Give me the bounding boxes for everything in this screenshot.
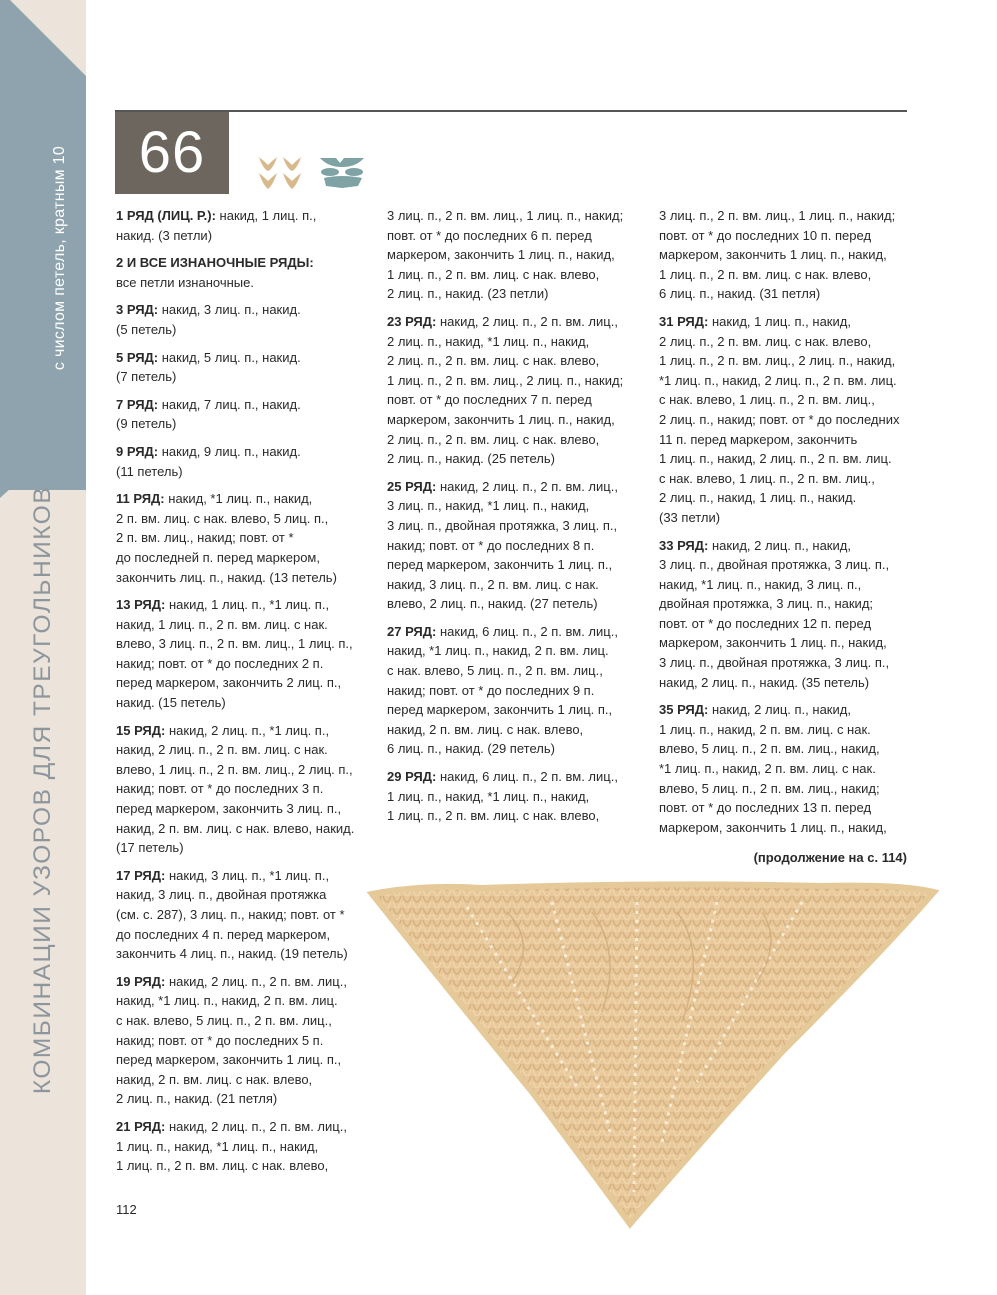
instruction-line: 3 лиц. п., двойная протяжка, 3 лиц. п., (387, 517, 618, 533)
row-instruction (659, 536, 909, 693)
instruction-line (659, 536, 909, 556)
row-instruction (116, 972, 366, 1109)
instruction-line: 2 п. вм. лиц. с нак. влево, 5 лиц. п., (116, 510, 329, 526)
row-text: накид, 2 лиц. п., 2 п. вм. лиц., (168, 1118, 347, 1134)
row-label: 1 РЯД (ЛИЦ. Р.): (116, 208, 216, 223)
instruction-line: накид; повт. от * до последних 5 п. (116, 1032, 324, 1048)
instruction-line: 1 лиц. п., 2 п. вм. лиц. с нак. влево, (387, 266, 600, 282)
row-label: 23 РЯД: (387, 313, 437, 329)
instruction-line: 2 п. вм. лиц., накид; повт. от * (116, 530, 294, 546)
row-instruction (659, 312, 909, 528)
instruction-line: повт. от * до последних 13 п. перед (659, 800, 872, 816)
instruction-line: накид; повт. от * до последних 8 п. (387, 537, 595, 553)
row-instruction (387, 312, 637, 469)
row-text: накид, 6 лиц. п., 2 п. вм. лиц., (439, 769, 618, 785)
instruction-line: влево, 3 лиц. п., 2 п. вм. лиц., 1 лиц. п., (116, 636, 353, 652)
instruction-line (387, 477, 637, 497)
row-instruction (659, 206, 909, 304)
row-label: 7 РЯД: (116, 396, 159, 412)
row-instruction (387, 206, 637, 304)
instruction-line (659, 700, 909, 720)
row-instruction (387, 477, 637, 614)
row-text: накид, 9 лиц. п., накид. (161, 443, 301, 459)
instruction-line: накид, 1 лиц. п., 2 п. вм. лиц. с нак. (116, 616, 328, 632)
row-label: 25 РЯД: (387, 478, 437, 494)
instruction-line: 1 лиц. п., накид, 2 п. вм. лиц. с нак. (659, 721, 871, 737)
instruction-line: 6 лиц. п., накид. (29 петель) (387, 741, 555, 757)
instruction-line: с нак. влево, 1 лиц. п., 2 п. вм. лиц., (659, 470, 875, 486)
instruction-line (387, 312, 637, 332)
chapter-subtitle: с числом петель, кратным 10 (51, 145, 68, 371)
knitted-swatch-photo (362, 872, 942, 1232)
instruction-line: 3 лиц. п., 2 п. вм. лиц., 1 лиц. п., накид; (659, 208, 896, 223)
chapter-title: КОМБИНАЦИИ УЗОРОВ ДЛЯ ТРЕУГОЛЬНИКОВ (29, 485, 56, 1095)
row-label: 31 РЯД: (659, 313, 709, 329)
instruction-line (387, 767, 637, 787)
instruction-line: *1 лиц. п., накид, 2 п. вм. лиц. с нак. (659, 761, 876, 777)
instruction-line: повт. от * до последних 12 п. перед (659, 615, 872, 631)
instruction-line: 3 лиц. п., двойная протяжка, 3 лиц. п., (659, 557, 890, 573)
instruction-line: накид, 3 лиц. п., двойная протяжка (116, 887, 327, 903)
instruction-line: закончить 4 лиц. п., накид. (19 петель) (116, 946, 348, 962)
instruction-line: 2 лиц. п., 2 п. вм. лиц. с нак. влево, (387, 353, 600, 369)
instruction-line (116, 489, 366, 509)
header-rule (115, 110, 907, 112)
instruction-line: перед маркером, закончить 1 лиц. п., (116, 1052, 342, 1068)
row-text: накид, 7 лиц. п., накид. (161, 396, 301, 412)
instruction-line: 1 лиц. п., 2 п. вм. лиц. с нак. влево, (387, 808, 600, 824)
instruction-line: влево, 1 лиц. п., 2 п. вм. лиц., 2 лиц. п., (116, 761, 353, 777)
row-text: накид, 2 лиц. п., 2 п. вм. лиц., (168, 973, 347, 989)
row-instruction (116, 1117, 366, 1176)
row-text: накид, 2 лиц. п., 2 п. вм. лиц., (439, 313, 618, 329)
instruction-line: влево, 5 лиц. п., 2 п. вм. лиц., накид; (659, 780, 880, 796)
instruction-line: 1 лиц. п., накид, *1 лиц. п., накид, (387, 788, 590, 804)
row-label: 15 РЯД: (116, 722, 166, 738)
instruction-line: (7 петель) (116, 369, 177, 385)
row-text: накид, 2 лиц. п., накид, (711, 702, 851, 718)
instruction-line: перед маркером, закончить 2 лиц. п., (116, 675, 342, 691)
instruction-line: повт. от * до последних 6 п. перед (387, 227, 592, 243)
instruction-line: перед маркером, закончить 3 лиц. п., (116, 801, 342, 817)
instruction-line: 1 лиц. п., 2 п. вм. лиц., 2 лиц. п., накид; (387, 372, 624, 388)
instruction-line (116, 595, 366, 615)
continued-note: (продолжение на с. 114) (753, 850, 907, 865)
instruction-line (116, 300, 366, 320)
instruction-line: накид. (15 петель) (116, 695, 226, 711)
row-label: 17 РЯД: (116, 867, 166, 883)
row-instruction (116, 595, 366, 713)
instruction-line: 1 лиц. п., накид, 2 лиц. п., 2 п. вм. лиц. (659, 451, 892, 467)
instruction-line: *1 лиц. п., накид, 2 лиц. п., 2 п. вм. лиц. (659, 372, 897, 388)
row-instruction (116, 721, 366, 858)
instruction-line: накид, 3 лиц. п., 2 п. вм. лиц. с нак. (387, 576, 599, 592)
instructions-column-2 (387, 206, 637, 834)
row-label: 35 РЯД: (659, 702, 709, 718)
instruction-line: влево, 5 лиц. п., 2 п. вм. лиц., накид, (659, 741, 880, 757)
row-text: накид, 1 лиц. п., накид, (711, 313, 851, 329)
instruction-line: влево, 2 лиц. п., накид. (27 петель) (387, 596, 598, 612)
instruction-line (116, 395, 366, 415)
instruction-line: 11 п. перед маркером, закончить (659, 431, 858, 447)
row-label: 5 РЯД: (116, 349, 159, 365)
instruction-line: накид; повт. от * до последних 9 п. (387, 682, 595, 698)
instruction-line (116, 866, 366, 886)
row-label: 33 РЯД: (659, 537, 709, 553)
instruction-line: с нак. влево, 5 лиц. п., 2 п. вм. лиц., (116, 1012, 332, 1028)
instruction-line: повт. от * до последних 10 п. перед (659, 227, 872, 243)
instruction-line: закончить лиц. п., накид. (13 петель) (116, 569, 337, 585)
instructions-column-1 (116, 206, 366, 1184)
instruction-line: 2 лиц. п., накид. (21 петля) (116, 1091, 278, 1107)
row-label: 9 РЯД: (116, 443, 159, 459)
row-label: 27 РЯД: (387, 623, 437, 639)
instruction-line: двойная протяжка, 3 лиц. п., накид; (659, 596, 874, 612)
row-instruction (116, 442, 366, 481)
instruction-line (116, 721, 366, 741)
row-text: накид, 3 лиц. п., *1 лиц. п., (168, 867, 330, 883)
instruction-line: 1 лиц. п., накид, *1 лиц. п., накид, (116, 1138, 319, 1154)
instruction-line: до последних 4 п. перед маркером, (116, 926, 331, 942)
instruction-line: перед маркером, закончить 1 лиц. п., (387, 702, 613, 718)
instruction-line: 2 лиц. п., накид; повт. от * до последних (659, 411, 900, 427)
instruction-line: 3 лиц. п., двойная протяжка, 3 лиц. п., (659, 655, 890, 671)
instruction-line: маркером, закончить 1 лиц. п., накид, (659, 635, 887, 651)
instruction-line (116, 442, 366, 462)
row-instruction (387, 767, 637, 826)
row-instruction (116, 206, 366, 245)
instruction-line: (9 петель) (116, 416, 177, 432)
instruction-line: 6 лиц. п., накид. (31 петля) (659, 286, 821, 302)
instruction-line (116, 253, 366, 273)
row-label: 3 РЯД: (116, 302, 159, 318)
instruction-line: маркером, закончить 1 лиц. п., накид, (659, 247, 887, 263)
instruction-line: (33 петли) (659, 509, 721, 525)
row-label: 2 И ВСЕ ИЗНАНОЧНЫЕ РЯДЫ: (116, 255, 314, 271)
instruction-line: 2 лиц. п., накид, 1 лиц. п., накид. (659, 490, 857, 506)
row-label: 11 РЯД: (116, 491, 165, 507)
instruction-line: (17 петель) (116, 840, 184, 856)
instruction-line: накид, 2 п. вм. лиц. с нак. влево, (116, 1071, 313, 1087)
row-instruction (116, 489, 366, 587)
instruction-line (387, 622, 637, 642)
row-label: 29 РЯД: (387, 769, 437, 785)
instruction-line: 1 лиц. п., 2 п. вм. лиц. с нак. влево, (659, 266, 872, 282)
row-text: накид, 2 лиц. п., *1 лиц. п., (168, 722, 330, 738)
row-text: накид, 5 лиц. п., накид. (161, 349, 301, 365)
instruction-line: с нак. влево, 1 лиц. п., 2 п. вм. лиц., (659, 392, 875, 408)
instruction-line: все петли изнаночные. (116, 274, 254, 290)
row-label: 13 РЯД: (116, 597, 166, 613)
chapter-tab-shape (0, 0, 86, 500)
row-text: накид, 2 лиц. п., накид, (711, 537, 851, 553)
teal-lace-stitch-icon (318, 155, 368, 191)
row-text: накид, 1 лиц. п., *1 лиц. п., (168, 597, 330, 613)
row-instruction (116, 395, 366, 434)
beige-knit-stitch-icon (256, 155, 308, 191)
instruction-line: (5 петель) (116, 321, 177, 337)
instruction-line: накид, 2 п. вм. лиц. с нак. влево, накид. (116, 820, 355, 836)
row-text: накид, 3 лиц. п., накид. (161, 302, 301, 318)
instruction-line: 2 лиц. п., 2 п. вм. лиц. с нак. влево, (659, 333, 872, 349)
instruction-line: (см. с. 287), 3 лиц. п., накид; повт. от * (116, 907, 345, 922)
instruction-line: до последней п. перед маркером, (116, 549, 320, 565)
instruction-line: 2 лиц. п., накид. (25 петель) (387, 451, 555, 467)
instruction-line: (11 петель) (116, 463, 183, 479)
instruction-line: накид, *1 лиц. п., накид, 3 лиц. п., (659, 576, 862, 592)
instruction-line: маркером, закончить 1 лиц. п., накид, (387, 411, 615, 427)
instruction-line: 2 лиц. п., накид. (23 петли) (387, 286, 549, 302)
row-label: 19 РЯД: (116, 973, 166, 989)
row-instruction (116, 300, 366, 339)
instruction-line: накид, *1 лиц. п., накид, 2 п. вм. лиц. (116, 993, 338, 1009)
instruction-line: накид; повт. от * до последних 2 п. (116, 655, 324, 671)
row-instruction (387, 622, 637, 759)
instruction-line: 3 лиц. п., 2 п. вм. лиц., 1 лиц. п., накид; (387, 208, 624, 223)
instruction-line: 2 лиц. п., накид, *1 лиц. п., накид, (387, 333, 590, 349)
row-text: накид, 6 лиц. п., 2 п. вм. лиц., (439, 623, 618, 639)
row-instruction (116, 348, 366, 387)
instruction-line (116, 206, 366, 226)
instruction-line: накид, *1 лиц. п., накид, 2 п. вм. лиц. (387, 643, 609, 659)
instruction-line: накид, 2 лиц. п., 2 п. вм. лиц. с нак. (116, 742, 328, 758)
instruction-line (116, 972, 366, 992)
instruction-line: накид. (3 петли) (116, 227, 213, 243)
instruction-line: повт. от * до последних 7 п. перед (387, 392, 592, 408)
row-label: 21 РЯД: (116, 1118, 166, 1134)
row-instruction (116, 866, 366, 964)
instruction-line: 2 лиц. п., 2 п. вм. лиц. с нак. влево, (387, 431, 600, 447)
instructions-column-3 (659, 206, 909, 845)
instruction-line: накид, 2 п. вм. лиц. с нак. влево, (387, 721, 584, 737)
instruction-line (116, 1117, 366, 1137)
instruction-line: 1 лиц. п., 2 п. вм. лиц., 2 лиц. п., накид, (659, 353, 896, 369)
instruction-line (659, 312, 909, 332)
row-instruction (116, 253, 366, 292)
instruction-line: накид; повт. от * до последних 3 п. (116, 781, 324, 797)
row-text: накид, 2 лиц. п., 2 п. вм. лиц., (439, 478, 618, 494)
instruction-line: накид, 2 лиц. п., накид. (35 петель) (659, 674, 870, 690)
instruction-line: с нак. влево, 5 лиц. п., 2 п. вм. лиц., (387, 663, 603, 679)
row-instruction (659, 700, 909, 837)
instruction-line (116, 348, 366, 368)
page-number: 112 (116, 1202, 137, 1217)
instruction-line: 3 лиц. п., накид, *1 лиц. п., накид, (387, 498, 590, 514)
instruction-line: маркером, закончить 1 лиц. п., накид, (387, 247, 615, 263)
instruction-line: маркером, закончить 1 лиц. п., накид, (659, 819, 887, 835)
row-text: накид, 1 лиц. п., (219, 208, 317, 223)
row-text: накид, *1 лиц. п., накид, (168, 491, 313, 507)
instruction-line: перед маркером, закончить 1 лиц. п., (387, 557, 613, 573)
instruction-line: 1 лиц. п., 2 п. вм. лиц. с нак. влево, (116, 1158, 329, 1174)
pattern-number: 66 (115, 112, 229, 194)
